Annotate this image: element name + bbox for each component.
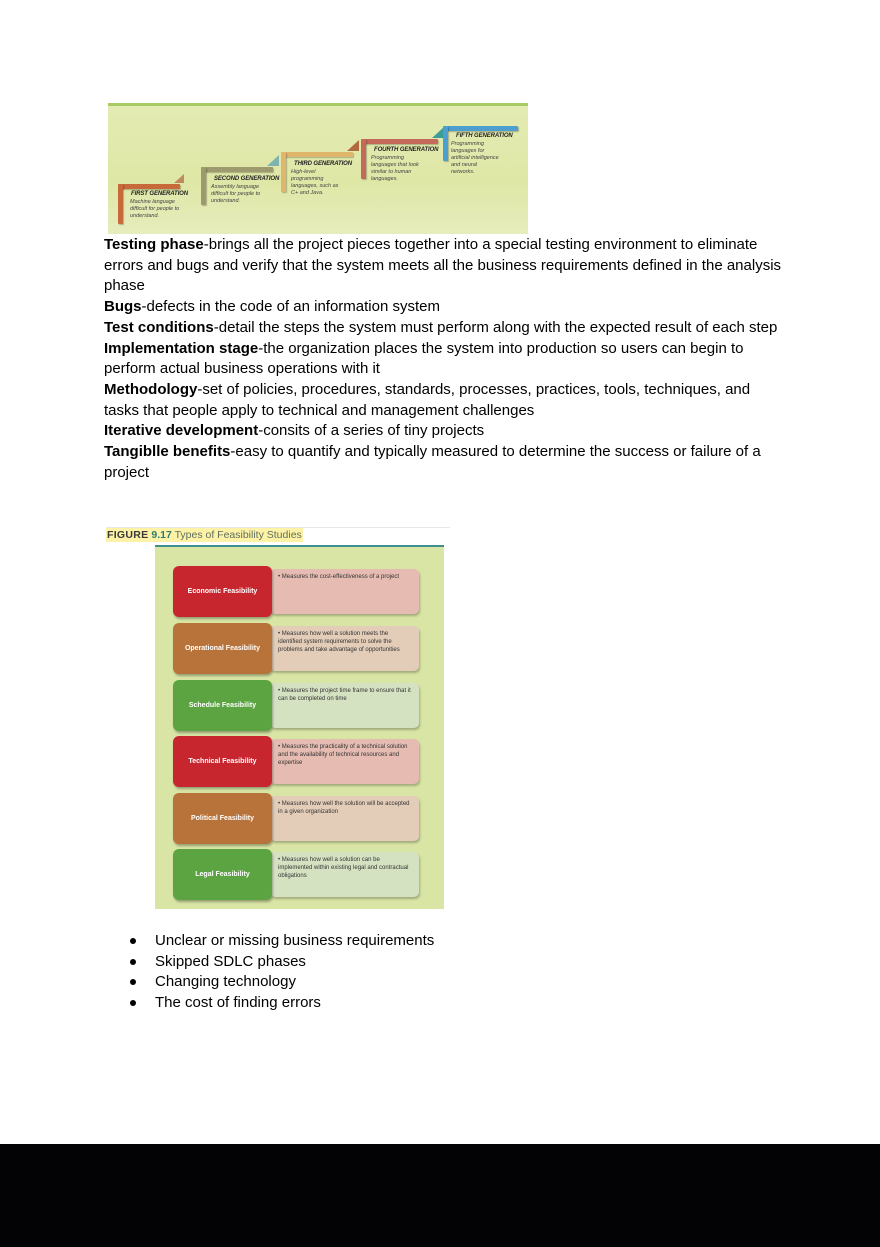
definition-term: Implementation stage xyxy=(104,339,259,357)
definition-term: Iterative development xyxy=(104,422,259,440)
feasibility-row-technical xyxy=(173,736,423,787)
generation-desc: Assembly language difficult for people to understand. xyxy=(211,184,261,204)
definition-methodology xyxy=(104,380,784,421)
definition-text: -detail the steps the system must perform along with the expected result of each step xyxy=(213,318,778,336)
definition-text: -brings all the project pieces together into a special testing environment to eliminate errors and bugs and verify that the system meets all the business requirements defined in the analysis phase xyxy=(104,236,782,295)
definition-iterative-development xyxy=(104,421,784,442)
bullet-icon xyxy=(130,938,136,944)
list-item-text: Skipped SDLC phases xyxy=(155,952,306,970)
feasibility-desc: • Measures the practicality of a technical solution and the availability of technical resources and expertise xyxy=(270,739,419,784)
feasibility-studies-figure xyxy=(155,545,444,909)
bullet-icon xyxy=(130,1000,136,1006)
generation-title: SECOND GENERATION xyxy=(214,176,280,182)
list-item xyxy=(130,993,434,1014)
generation-desc: Machine language difficult for people to understand. xyxy=(130,199,180,219)
definition-text: -defects in the code of an information system xyxy=(141,298,440,316)
definition-term: Test conditions xyxy=(104,318,214,336)
bullet-icon xyxy=(130,979,136,985)
bullet-list xyxy=(130,931,434,1014)
list-item-text: The cost of finding errors xyxy=(155,994,321,1012)
feasibility-label: Political Feasibility xyxy=(173,793,272,844)
feasibility-label: Technical Feasibility xyxy=(173,736,272,787)
definition-text: -easy to quantify and typically measured to determine the success or failure of a project xyxy=(104,443,761,481)
definitions-list xyxy=(104,235,784,483)
programming-generations-image xyxy=(108,103,528,234)
feasibility-label: Economic Feasibility xyxy=(173,566,272,617)
definition-implementation-stage xyxy=(104,339,784,380)
definition-test-conditions xyxy=(104,318,784,339)
figure-caption xyxy=(106,528,303,542)
definition-term: Tangiblle benefits xyxy=(104,443,231,461)
generation-title: FIRST GENERATION xyxy=(131,191,188,197)
feasibility-label: Operational Feasibility xyxy=(173,623,272,674)
definition-term: Methodology xyxy=(104,380,198,398)
feasibility-row-economic xyxy=(173,566,423,617)
definition-text: -set of policies, procedures, standards, processes, practices, tools, techniques, and tasks that people apply to technical and management challenges xyxy=(104,380,751,419)
viewer-background xyxy=(0,1144,880,1247)
list-item xyxy=(130,931,434,952)
generation-title: FOURTH GENERATION xyxy=(374,147,439,153)
feasibility-label: Schedule Feasibility xyxy=(173,680,272,731)
feasibility-row-political xyxy=(173,793,423,844)
generation-title: FIFTH GENERATION xyxy=(456,133,513,139)
feasibility-row-legal xyxy=(173,849,423,900)
feasibility-desc: • Measures the cost-effectiveness of a project xyxy=(270,569,419,614)
feasibility-desc: • Measures how well a solution can be implemented within existing legal and contractual obligations xyxy=(270,852,419,897)
feasibility-row-schedule xyxy=(173,680,423,731)
figure-label-number: 9.17 xyxy=(151,529,172,541)
list-item xyxy=(130,952,434,973)
definition-text: -the organization places the system into production so users can begin to perform actual business operations with it xyxy=(104,339,744,378)
feasibility-desc: • Measures how well the solution will be accepted in a given organization xyxy=(270,796,419,841)
list-item-text: Unclear or missing business requirements xyxy=(155,932,435,949)
definition-text: -consits of a series of tiny projects xyxy=(258,422,485,440)
bullet-icon xyxy=(130,959,136,965)
generation-title: THIRD GENERATION xyxy=(294,161,352,167)
figure-label-title: Types of Feasibility Studies xyxy=(174,529,302,541)
definition-bugs xyxy=(104,297,784,318)
feasibility-desc: • Measures the project time frame to ensure that it can be completed on time xyxy=(270,683,419,728)
generation-desc: High-level programming languages, such as C+ and Java. xyxy=(291,169,339,196)
definition-tangible-benefits xyxy=(104,442,784,483)
figure-label-word: FIGURE xyxy=(107,529,149,541)
definition-term: Testing phase xyxy=(104,236,204,253)
generation-desc: Programming languages for artificial intelligence and neural networks. xyxy=(451,141,499,175)
feasibility-label: Legal Feasibility xyxy=(173,849,272,900)
feasibility-row-operational xyxy=(173,623,423,674)
list-item-text: Changing technology xyxy=(155,973,296,991)
definition-testing-phase xyxy=(104,235,784,297)
list-item xyxy=(130,972,434,993)
generation-desc: Programming languages that look similar to human languages. xyxy=(371,155,419,182)
feasibility-desc: • Measures how well a solution meets the identified system requirements to solve the problems and take advantage of opportunities xyxy=(270,626,419,671)
definition-term: Bugs xyxy=(104,298,142,316)
